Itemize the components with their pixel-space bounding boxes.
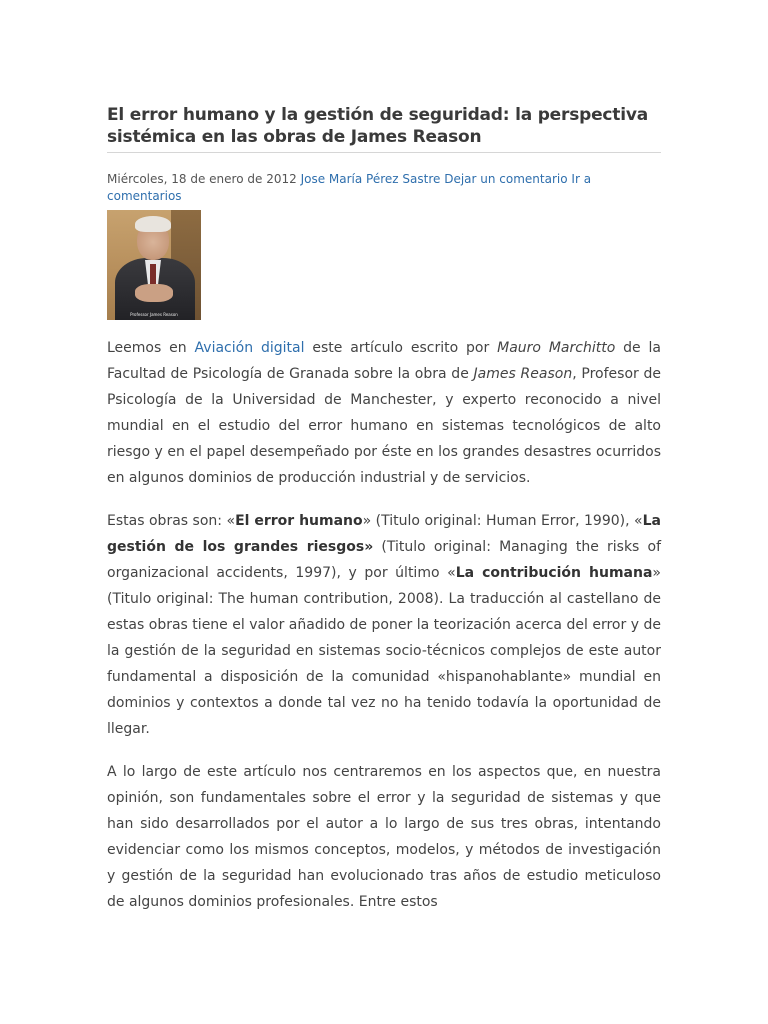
photo-caption: Professor James Reason [130,312,178,317]
article [107,104,661,915]
book-title-1: El error humano [235,513,363,529]
article-meta [107,171,661,205]
paragraph-works: Estas obras son: «El error humano» (Titulo original: Human Error, 1990), «La gestión de los grandes riesgos» (Titulo original: Managing the risks of organizacional accidents, 1997), y por último «La contribución humana» (Titulo original: The human contribution, 2008). La traducción al castellano de estas obras tiene el valor añadido de poner la teorización acerca del error y de la gestión de la seguridad en sistemas socio-técnicos complejos de este autor fundamental a disposición de la comunidad «hispanohablante» mundial en dominios y contextos a donde tal vez no ha tenido todavía la oportunidad de llegar. [107,513,661,737]
book-title-2: La gestión de los grandes riesgos» [107,513,661,555]
author-name-marchitto: Mauro Marchitto [497,340,616,356]
article-title: El error humano y la gestión de seguridad: la perspectiva sistémica en las obras de James Reason [107,104,661,153]
post-date: Miércoles, 18 de enero de 2012 [107,172,297,186]
goto-comments-link[interactable]: Ir a comentarios [107,172,592,203]
author-photo [107,210,201,320]
book-title-3: La contribución humana [455,565,653,581]
author-link[interactable]: Jose María Pérez Sastre [300,172,441,186]
author-name-reason: James Reason [473,366,573,382]
leave-comment-link[interactable]: Dejar un comentario [444,172,568,186]
aviacion-digital-link[interactable]: Aviación digital [194,340,305,356]
paragraph-focus: A lo largo de este artículo nos centraremos en los aspectos que, en nuestra opinión, son fundamentales sobre el error y la seguridad de sistemas y que han sido desarrollados por el autor a lo largo de sus tres obras, intentando evidenciar como los mismos conceptos, modelos, y métodos de investigación y gestión de la seguridad han evolucionado tras años de estudio meticuloso de algunos dominios profesionales. Entre estos [107,764,661,910]
paragraph-intro: Leemos en Aviación digital este artículo escrito por Mauro Marchitto de la Facultad de Psicología de Granada sobre la obra de James Reason, Profesor de Psicología de la Universidad de Manchester, y experto reconocido a nivel mundial en el estudio del error humano en sistemas tecnológicos de alto riesgo y en el papel desempeñado por éste en los grandes desastres ocurridos en algunos dominios de producción industrial y de servicios. [107,340,662,486]
